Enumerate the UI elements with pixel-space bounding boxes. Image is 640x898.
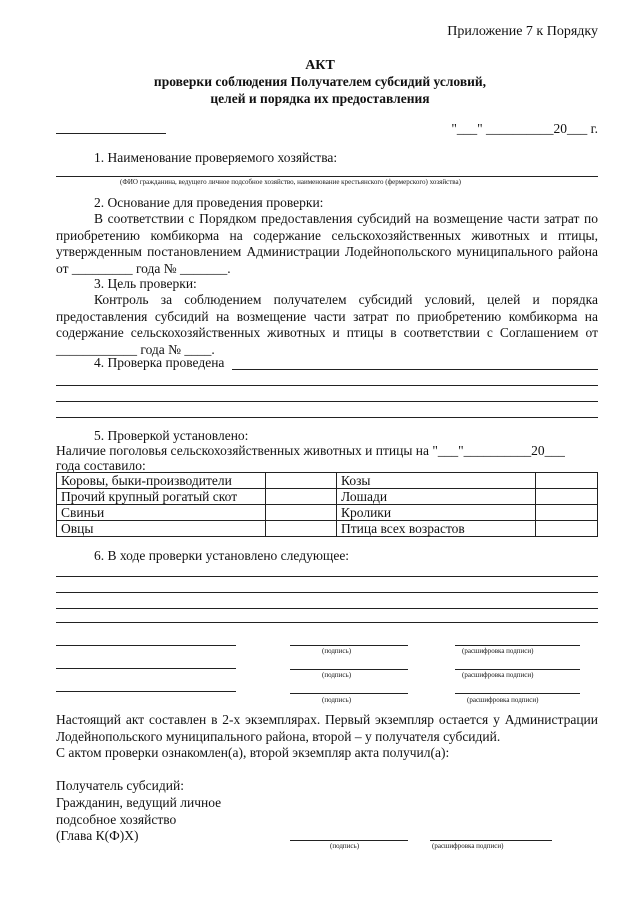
finding-line-2[interactable]	[56, 592, 598, 593]
recipient-line-1: Получатель субсидий:	[56, 778, 184, 793]
doc-date: "___" __________20___ г.	[451, 121, 598, 136]
table-cell-value[interactable]	[536, 505, 598, 521]
recipient-line-2: Гражданин, ведущий личное	[56, 795, 222, 810]
recipient-signature-line[interactable]	[290, 840, 408, 841]
section6-label: 6. В ходе проверки установлено следующее:	[94, 548, 350, 563]
check-line-2[interactable]	[56, 385, 598, 386]
livestock-line: Наличие поголовья сельскохозяйственных животных и птицы на "___"__________20___	[56, 443, 565, 458]
table-cell-value[interactable]	[266, 521, 337, 537]
decode-caption-3: (расшифровка подписи)	[467, 696, 539, 704]
doc-subtitle-2: целей и порядка их предоставления	[210, 91, 430, 106]
finding-line-3[interactable]	[56, 608, 598, 609]
farm-name-caption: (ФИО гражданина, ведущего личное подсобное хозяйство, наименование крестьянского (фермерского) хозяйства)	[120, 178, 461, 186]
section1-label: 1. Наименование проверяемого хозяйства:	[94, 150, 338, 165]
decode-line-2[interactable]	[455, 669, 580, 670]
position-line-3[interactable]	[56, 691, 236, 692]
signature-caption-1: (подпись)	[322, 647, 352, 655]
section2-text: В соответствии с Порядком предоставления субсидий на возмещение части затрат по приобретению комбикорма на содержание сельскохозяйственных животных и птицы, утвержденным постановлением Администрации Лодейнопольского муниципального района от _________ года № _______.	[56, 211, 598, 276]
check-line-1[interactable]	[232, 369, 598, 370]
table-cell-value[interactable]	[536, 489, 598, 505]
table-cell-label: Лошади	[337, 489, 536, 505]
finding-line-1[interactable]	[56, 576, 598, 577]
table-cell-label: Кролики	[337, 505, 536, 521]
decode-line-3[interactable]	[455, 693, 580, 694]
doc-title: АКТ	[305, 58, 335, 73]
place-line[interactable]	[56, 133, 166, 134]
check-line-4[interactable]	[56, 417, 598, 418]
recipient-line-3: подсобное хозяйство	[56, 812, 177, 827]
signature-line-3[interactable]	[290, 693, 408, 694]
table-cell-value[interactable]	[266, 489, 337, 505]
appendix-note: Приложение 7 к Порядку	[447, 24, 598, 39]
table-cell-label: Коровы, быки-производители	[57, 473, 266, 489]
table-row	[57, 505, 598, 521]
doc-subtitle-1: проверки соблюдения Получателем субсидий условий,	[153, 74, 487, 89]
signature-caption-3: (подпись)	[322, 696, 352, 704]
position-line-1[interactable]	[56, 645, 236, 646]
table-cell-label: Птица всех возрастов	[337, 521, 536, 537]
farm-name-line[interactable]	[56, 176, 598, 177]
check-line-3[interactable]	[56, 401, 598, 402]
table-row	[57, 521, 598, 537]
section3-label: 3. Цель проверки:	[94, 276, 197, 291]
table-row	[57, 489, 598, 505]
decode-caption-2: (расшифровка подписи)	[462, 671, 534, 679]
table-cell-value[interactable]	[266, 473, 337, 489]
recipient-decode-caption: (расшифровка подписи)	[432, 842, 504, 850]
table-cell-label: Овцы	[57, 521, 266, 537]
signature-caption-2: (подпись)	[322, 671, 352, 679]
section5-label: 5. Проверкой установлено:	[94, 428, 249, 443]
signature-line-1[interactable]	[290, 645, 408, 646]
section2-label: 2. Основание для проведения проверки:	[94, 195, 324, 210]
livestock-table	[56, 472, 598, 537]
livestock-line-2: года составило:	[56, 458, 146, 473]
table-cell-value[interactable]	[266, 505, 337, 521]
table-cell-value[interactable]	[536, 473, 598, 489]
decode-line-1[interactable]	[455, 645, 580, 646]
table-cell-label: Козы	[337, 473, 536, 489]
table-cell-value[interactable]	[536, 521, 598, 537]
acknowledgement-text: С актом проверки ознакомлен(а), второй экземпляр акта получил(а):	[56, 745, 450, 760]
table-cell-label: Прочий крупный рогатый скот	[57, 489, 266, 505]
table-cell-label: Свиньи	[57, 505, 266, 521]
section4-label: 4. Проверка проведена	[94, 355, 225, 370]
recipient-line-4: (Глава К(Ф)Х)	[56, 828, 139, 843]
finding-line-4[interactable]	[56, 622, 598, 623]
table-row	[57, 473, 598, 489]
recipient-signature-caption: (подпись)	[330, 842, 360, 850]
position-line-2[interactable]	[56, 668, 236, 669]
closing-text: Настоящий акт составлен в 2-х экземплярах. Первый экземпляр остается у Администрации Лодейнопольского муниципального района, второй – у получателя субсидий.	[56, 712, 598, 744]
decode-caption-1: (расшифровка подписи)	[462, 647, 534, 655]
section3-text: Контроль за соблюдением получателем субсидий условий, целей и порядка предоставления субсидий на возмещение части затрат по приобретению комбикорма на содержание сельскохозяйственных животных и птицы в соответствии с Соглашением от ____________ года № ____.	[56, 292, 598, 357]
signature-line-2[interactable]	[290, 669, 408, 670]
recipient-decode-line[interactable]	[430, 840, 552, 841]
